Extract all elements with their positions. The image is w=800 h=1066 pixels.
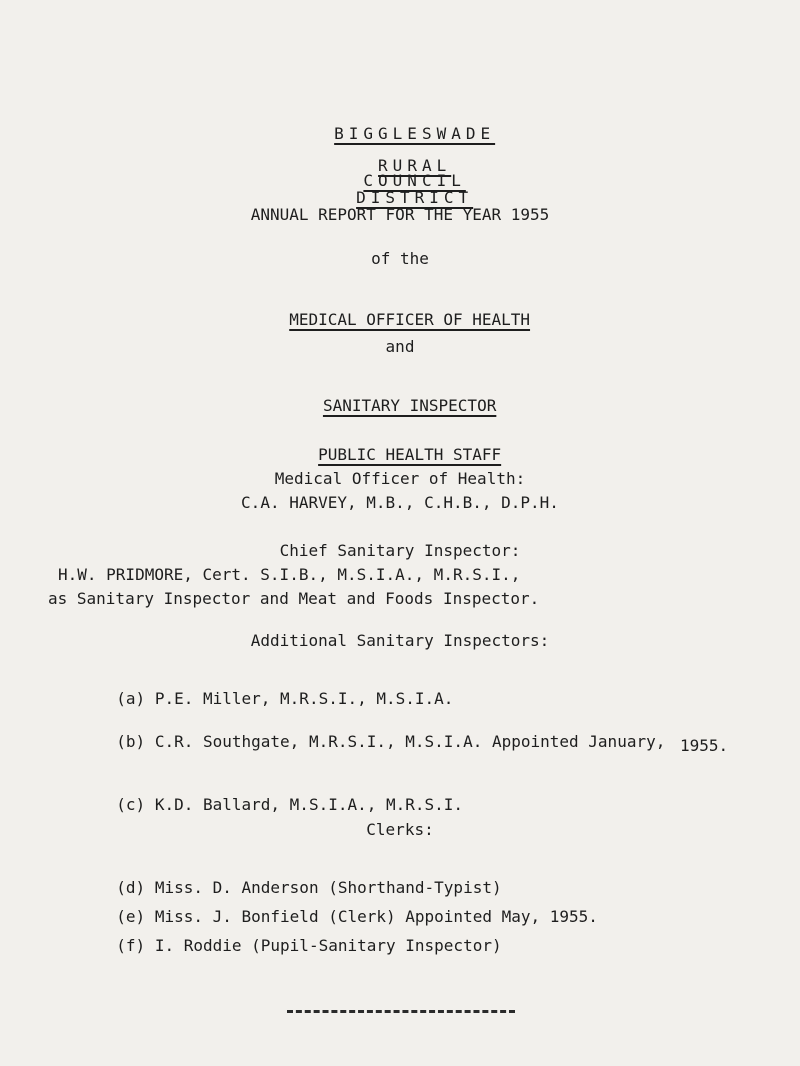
csi-name: H.W. PRIDMORE, Cert. S.I.B., M.S.I.A., M.R.S.I.,: [58, 565, 521, 584]
clerk-d-mark: (d): [116, 878, 146, 897]
inspector-a-text: P.E. Miller, M.R.S.I., M.S.I.A.: [154, 689, 454, 708]
and-text: and: [385, 337, 415, 356]
staff-heading-text: PUBLIC HEALTH STAFF: [318, 445, 502, 464]
inspector-a: [97, 675, 453, 707]
inspector-a-mark: (a): [116, 689, 146, 708]
council-text: COUNCIL: [363, 171, 466, 190]
staff-heading: [0, 431, 800, 463]
moh-title-text: MEDICAL OFFICER OF HEALTH: [289, 310, 531, 329]
inspector-c: [97, 781, 463, 813]
clerk-f: [97, 922, 502, 954]
csi-label: Chief Sanitary Inspector:: [279, 541, 521, 560]
report-title: ANNUAL REPORT FOR THE YEAR 1955: [250, 205, 550, 224]
inspector-b-mark: (b): [116, 732, 146, 751]
clerk-e-mark: (e): [116, 907, 146, 926]
moh-label: Medical Officer of Health:: [274, 469, 526, 488]
district-word-2: RURAL: [378, 156, 452, 175]
clerks-label: Clerks:: [366, 820, 434, 839]
clerk-f-text: I. Roddie (Pupil-Sanitary Inspector): [154, 936, 502, 955]
si-title: [0, 382, 800, 414]
council-title: [0, 157, 800, 189]
of-the-text: of the: [371, 249, 429, 268]
end-rule: [287, 1010, 515, 1013]
si-title-text: SANITARY INSPECTOR: [322, 396, 497, 415]
district-word-1: BIGGLESWADE: [334, 124, 496, 143]
additional-label: Additional Sanitary Inspectors:: [250, 631, 550, 650]
inspector-b-text: C.R. Southgate, M.R.S.I., M.S.I.A. Appointed January,: [154, 732, 666, 751]
district-word-3: DISTRICT: [356, 188, 474, 207]
moh-name: C.A. HARVEY, M.B., C.H.B., D.P.H.: [241, 493, 559, 512]
inspector-c-text: K.D. Ballard, M.S.I.A., M.R.S.I.: [154, 795, 464, 814]
csi-role: as Sanitary Inspector and Meat and Foods Inspector.: [48, 589, 540, 608]
clerk-d-text: Miss. D. Anderson (Shorthand-Typist): [154, 878, 502, 897]
inspector-b-cont: 1955.: [680, 736, 729, 755]
inspector-c-mark: (c): [116, 795, 146, 814]
clerk-f-mark: (f): [116, 936, 146, 955]
clerk-d: [97, 864, 502, 896]
clerk-e-text: Miss. J. Bonfield (Clerk) Appointed May, 1955.: [154, 907, 598, 926]
clerk-e: [97, 893, 598, 925]
moh-title: [0, 296, 800, 328]
inspector-b: [97, 718, 665, 750]
